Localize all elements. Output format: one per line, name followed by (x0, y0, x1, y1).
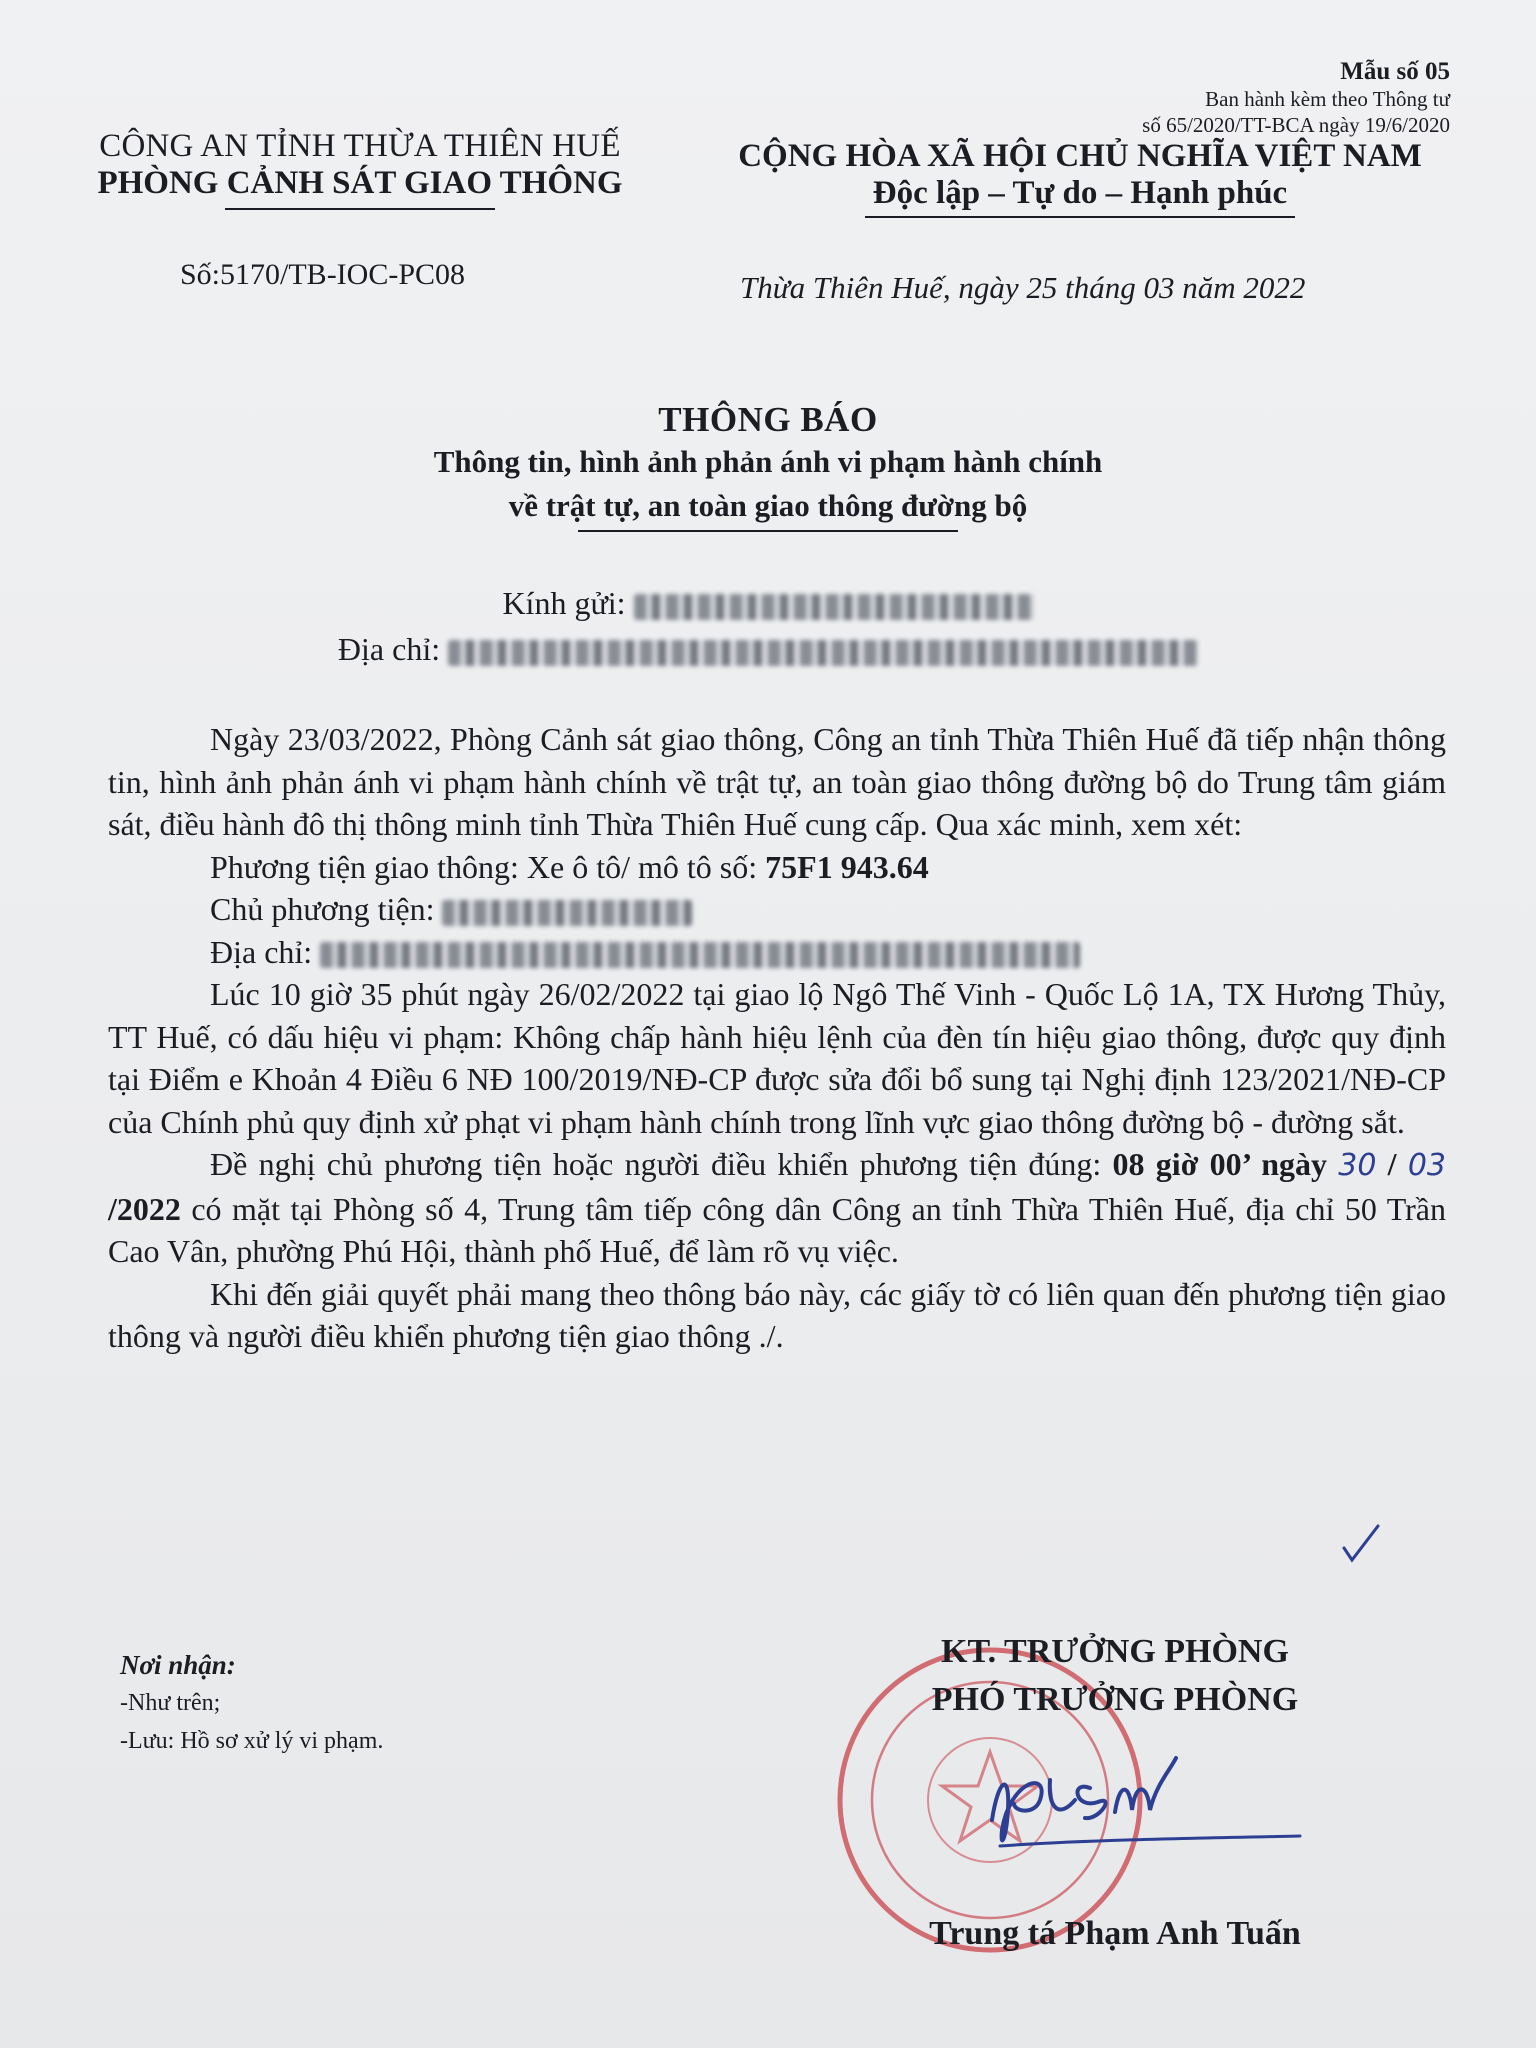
form-issued-line-1: Ban hành kèm theo Thông tư (1205, 87, 1450, 111)
body-paragraph-4: Khi đến giải quyết phải mang theo thông báo này, các giấy tờ có liên quan đến phương tiện giao thông và người điều khiển phương tiện giao thông ./. (108, 1275, 1446, 1354)
department-name: PHÒNG CẢNH SÁT GIAO THÔNG (97, 165, 623, 201)
handwritten-check-mark (1338, 1520, 1384, 1566)
vehicle-plate: 75F1 943.64 (765, 848, 929, 885)
owner-address-line (108, 931, 1446, 974)
vehicle-line (108, 846, 1446, 889)
signature-position: PHÓ TRƯỞNG PHÒNG (931, 1681, 1299, 1718)
document-subtitle-1: Thông tin, hình ảnh phản ánh vi phạm hành chính (433, 444, 1103, 479)
form-number-block (1020, 58, 1450, 138)
owner-address-label: Địa chỉ: (210, 933, 313, 970)
body-paragraph-2: Lúc 10 giờ 35 phút ngày 26/02/2022 tại giao lộ Ngô Thế Vinh - Quốc Lộ 1A, TX Hương Thủy, TT Huế, có dấu hiệu vi phạm: Không chấp hành hiệu lệnh của đèn tín hiệu giao thông, được quy định tại Điểm e Khoản 4 Điều 6 NĐ 100/2019/NĐ-CP được sửa đổi bổ sung tại Nghị định 123/2021/NĐ-CP của Chính phủ quy định xử phạt vi phạm hành chính trong lĩnh vực giao thông đường bộ - đường sắt. (108, 976, 1446, 1140)
title-rule (578, 530, 958, 532)
body-paragraph-1: Ngày 23/03/2022, Phòng Cảnh sát giao thông, Công an tỉnh Thừa Thiên Huế đã tiếp nhận thông tin, hình ảnh phản ánh vi phạm hành chính về trật tự, an toàn giao thông đường bộ do Trung tâm giám sát, điều hành đô thị thông minh tỉnh Thừa Thiên Huế cung cấp. Qua xác minh, xem xét: (108, 721, 1446, 842)
redacted-owner-address (320, 942, 1080, 968)
document-subtitle-2: về trật tự, an toàn giao thông đường bộ (508, 488, 1028, 523)
national-header (680, 138, 1480, 218)
redacted-owner-name (442, 900, 692, 926)
owner-label: Chủ phương tiện: (210, 891, 435, 927)
national-motto: Độc lập – Tự do – Hạnh phúc (872, 175, 1288, 211)
recipient-address-line (0, 626, 1536, 672)
form-number: Mẫu số 05 (1340, 58, 1450, 85)
appointment-time: 08 giờ 00’ ngày (1112, 1146, 1339, 1182)
document-title-block (0, 400, 1536, 532)
document-number: Số:5170/TB-IOC-PC08 (180, 258, 466, 291)
vehicle-label: Phương tiện giao thông: Xe ô tô/ mô tô số: (210, 848, 766, 885)
recipient-block (0, 580, 1536, 672)
header-left-rule (225, 208, 495, 210)
appointment-day-handwritten: 30 (1338, 1148, 1377, 1183)
date-separator-1: / (1376, 1146, 1408, 1182)
owner-line (108, 888, 1446, 931)
recipient-line (0, 580, 1536, 626)
date-separator-2: / (108, 1190, 117, 1227)
document-title: THÔNG BÁO (658, 400, 878, 439)
redacted-recipient-name (634, 594, 1034, 620)
agency-name: CÔNG AN TỈNH THỪA THIÊN HUẾ (99, 128, 621, 164)
recipient-address-label: Địa chỉ: (337, 631, 441, 667)
form-issued-line-2: số 65/2020/TT-BCA ngày 19/6/2020 (1142, 113, 1450, 137)
handwritten-signature-icon (980, 1740, 1310, 1860)
recipients-item: -Như trên; (120, 1690, 221, 1716)
place-and-date: Thừa Thiên Huế, ngày 25 tháng 03 năm 2022 (740, 270, 1306, 305)
appointment-intro: Đề nghị chủ phương tiện hoặc người điều khiển phương tiện đúng: (210, 1146, 1113, 1182)
recipients-item: -Lưu: Hồ sơ xử lý vi phạm. (120, 1728, 384, 1754)
header-right-rule (865, 216, 1295, 218)
appointment-year: 2022 (116, 1190, 181, 1227)
recipients-heading: Nơi nhận: (120, 1650, 236, 1680)
redacted-recipient-address (448, 640, 1198, 666)
signer-name: Trung tá Phạm Anh Tuấn (929, 1915, 1301, 1952)
appointment-location: có mặt tại Phòng số 4, Trung tâm tiếp công dân Công an tỉnh Thừa Thiên Huế, địa chỉ 50 Trần Cao Vân, phường Phú Hội, thành phố Huế, để làm rõ vụ việc. (108, 1190, 1446, 1269)
signature-title-block (880, 1628, 1350, 1724)
document-body (108, 718, 1446, 1358)
nation-name: CỘNG HÒA XÃ HỘI CHỦ NGHĨA VIỆT NAM (738, 138, 1422, 174)
signature-on-behalf: KT. TRƯỞNG PHÒNG (941, 1633, 1289, 1670)
body-paragraph-3 (108, 1143, 1446, 1273)
recipients-list (120, 1646, 383, 1760)
appointment-month-handwritten: 03 (1407, 1148, 1446, 1183)
issuing-agency-header (50, 128, 670, 210)
recipient-label: Kính gửi: (502, 585, 626, 621)
